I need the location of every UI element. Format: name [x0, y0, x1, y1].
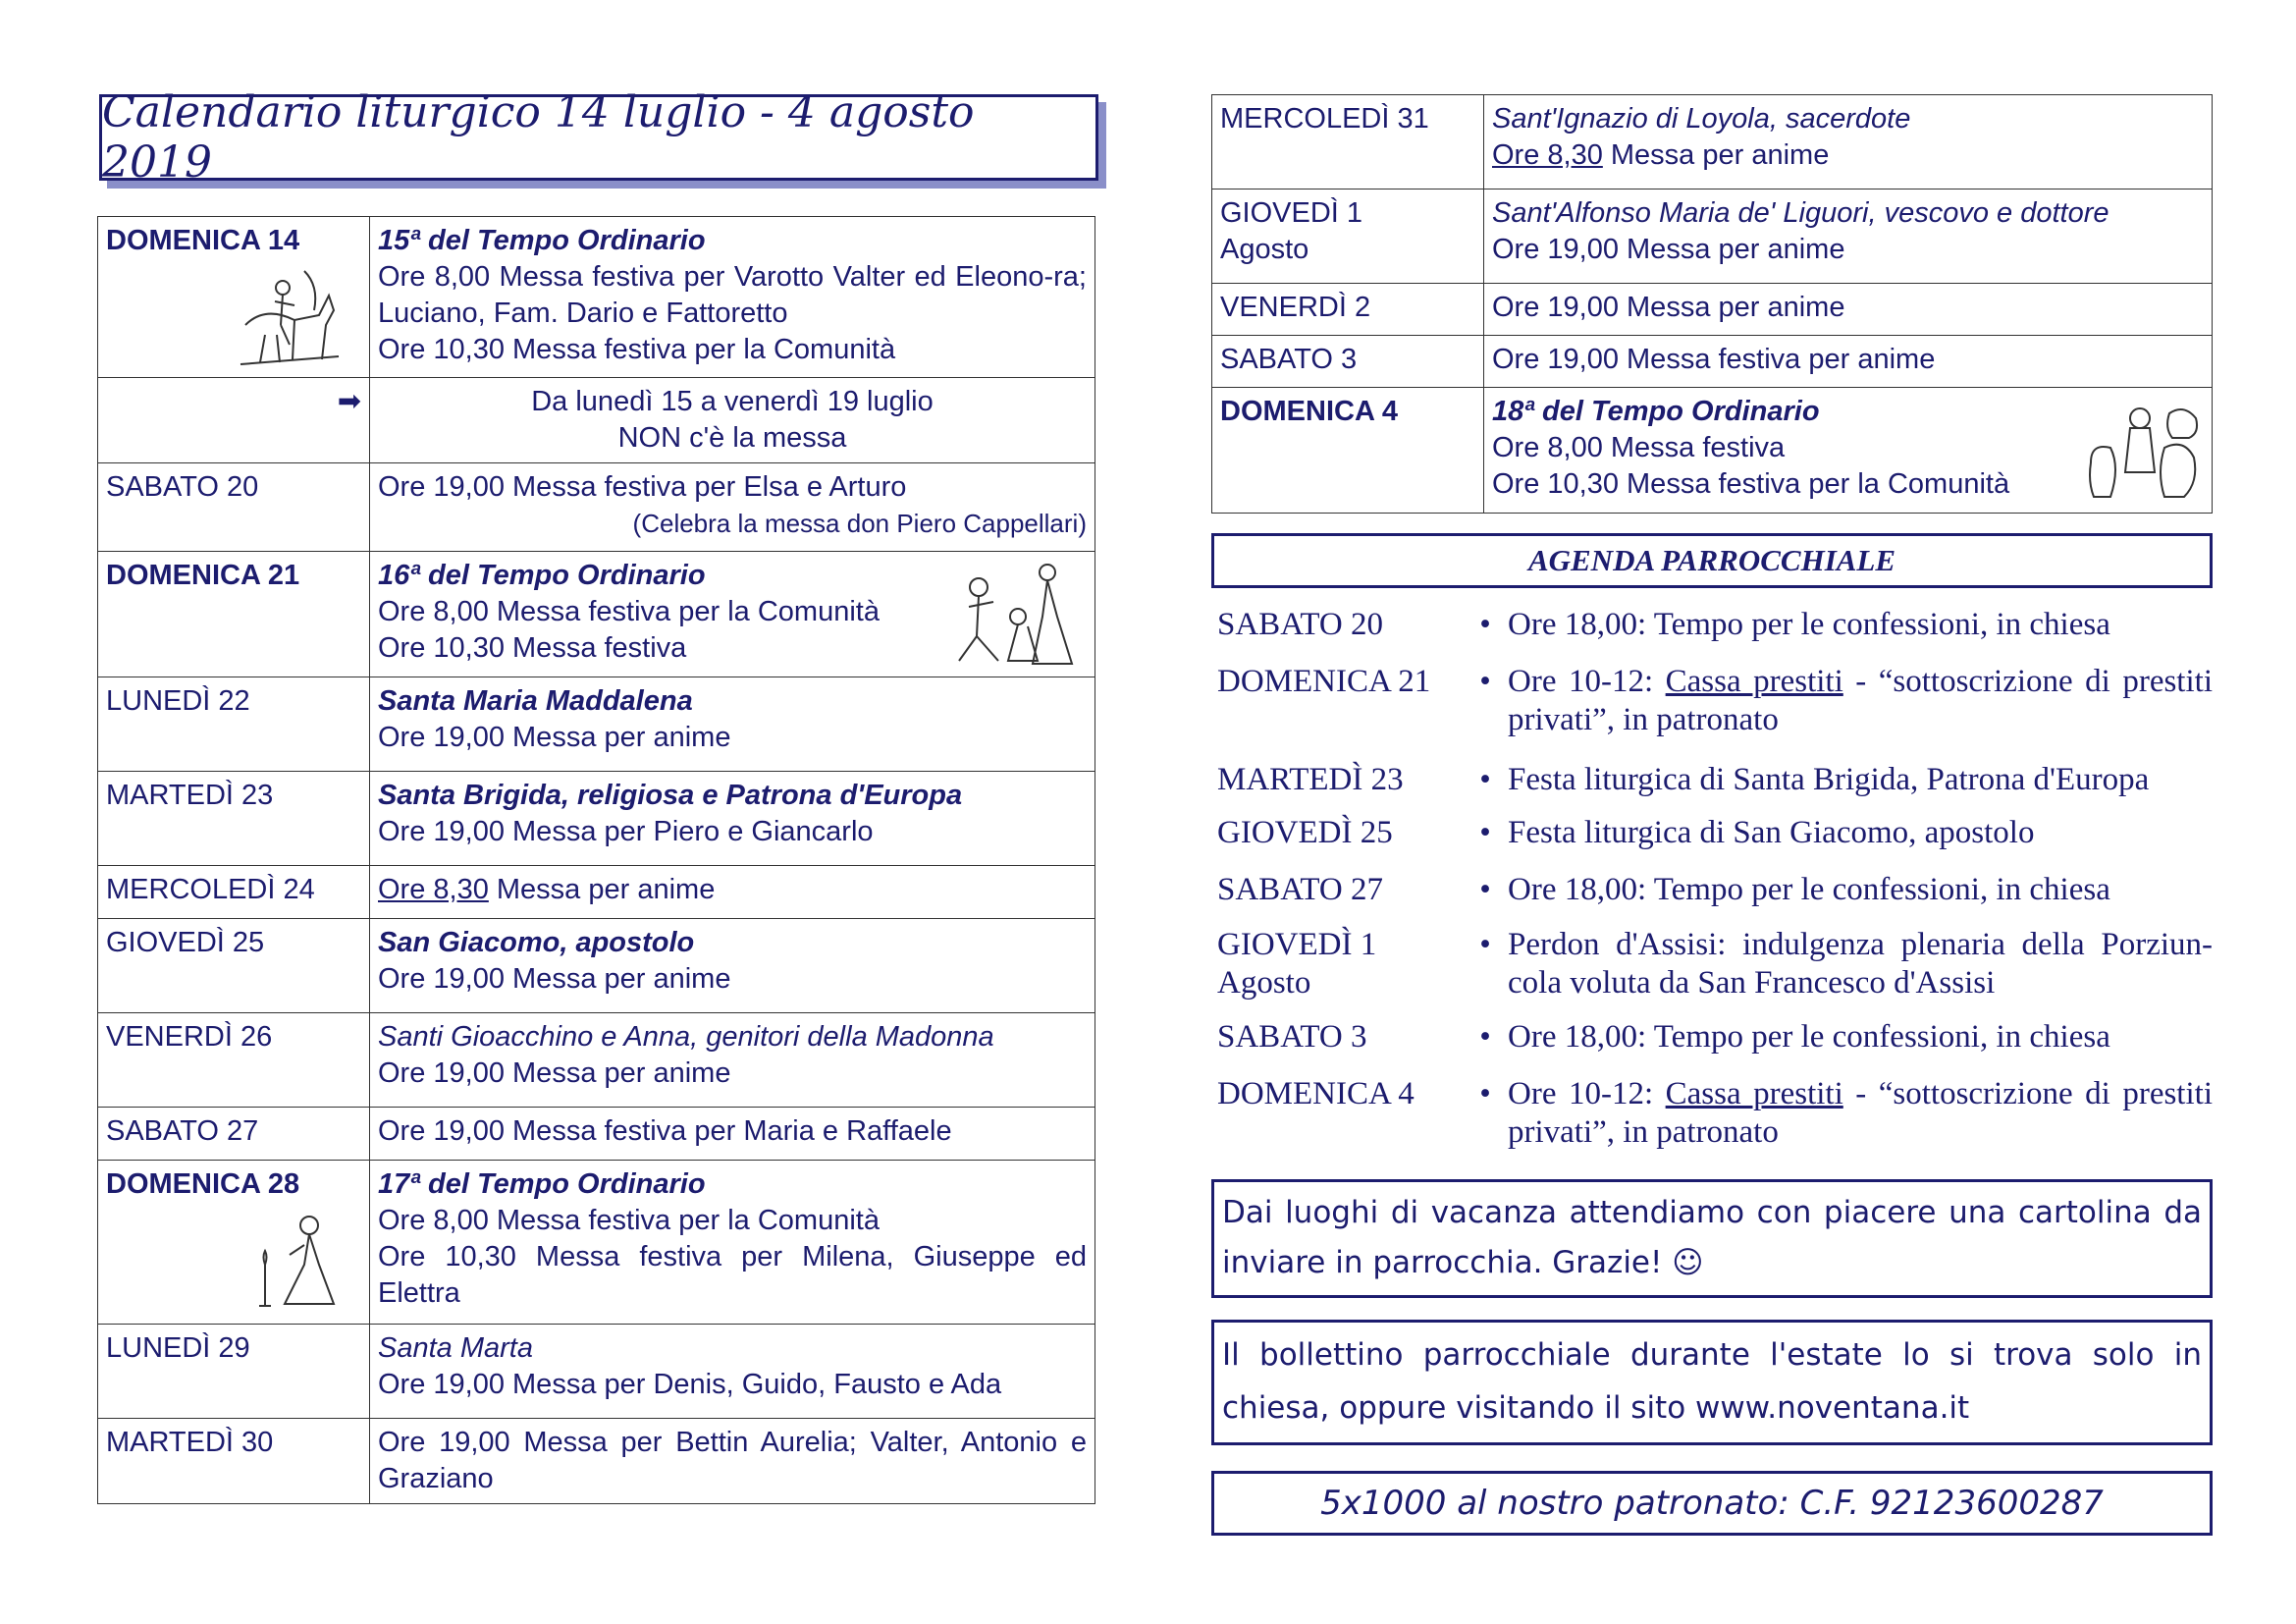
bullet-icon: •: [1479, 762, 1491, 797]
bullet-icon: •: [1479, 927, 1491, 962]
mass-line: Ore 8,00 Messa festiva per Varotto Valter ed Eleono-ra; Luciano, Fam. Dario e Fattoretto: [378, 261, 1087, 329]
agenda-text: - “sottoscrizione di prestiti privati”, in patronato: [1508, 1076, 2213, 1150]
table-row: [98, 378, 1095, 463]
day-label: LUNEDÌ 22: [106, 685, 250, 717]
agenda-item: [1211, 871, 2213, 926]
table-row: [1212, 388, 2213, 514]
day-label: DOMENICA 14: [106, 225, 300, 256]
bullet-icon: •: [1479, 1019, 1491, 1055]
table-row: [98, 1325, 1095, 1419]
agenda-item: [1211, 1018, 2213, 1075]
mass-line: Ore 19,00 Messa festiva per Elsa e Arturo: [378, 471, 907, 503]
celebration-title: Santi Gioacchino e Anna, genitori della Madonna: [378, 1021, 994, 1053]
agenda-list: [1211, 606, 2213, 1164]
day-label: SABATO 3: [1220, 344, 1358, 375]
celebration-title: San Giacomo, apostolo: [378, 927, 695, 958]
agenda-day: DOMENICA 4: [1217, 1076, 1415, 1111]
agenda-item: [1211, 814, 2213, 871]
notice-line: Da lunedì 15 a venerdì 19 luglio: [531, 386, 934, 417]
table-row: [98, 217, 1095, 378]
celebration-title: Santa Maria Maddalena: [378, 685, 693, 717]
calendar-table-left: [97, 216, 1095, 1504]
celebration-title: Santa Marta: [378, 1332, 533, 1364]
agenda-day: SABATO 20: [1217, 607, 1384, 642]
agenda-item: [1211, 663, 2213, 761]
mass-line: Ore 8,00 Messa festiva per la Comunità: [378, 1205, 880, 1236]
agenda-day: MARTEDÌ 23: [1217, 762, 1404, 797]
table-row: [98, 1161, 1095, 1325]
mass-line: Ore 10,30 Messa festiva: [378, 632, 687, 664]
agenda-text: Ore 10-12:: [1508, 664, 1666, 699]
agenda-day-month: Agosto: [1217, 965, 1311, 1001]
bullet-icon: •: [1479, 607, 1491, 642]
agenda-text: Ore 18,00: Tempo per le confessioni, in chiesa: [1508, 607, 2110, 642]
day-label: GIOVEDÌ 25: [106, 927, 265, 958]
left-column: [97, 87, 1095, 1504]
table-row: [98, 463, 1095, 552]
table-row: [1212, 95, 2213, 189]
table-row: [98, 866, 1095, 919]
celebration-title: Sant'Ignazio di Loyola, sacerdote: [1492, 103, 1911, 135]
table-row: [98, 1108, 1095, 1161]
agenda-text: Ore 18,00: Tempo per le confessioni, in chiesa: [1508, 872, 2110, 907]
bullet-icon: •: [1479, 815, 1491, 850]
agenda-day: SABATO 3: [1217, 1019, 1367, 1055]
cassa-prestiti-label: Cassa prestiti: [1665, 1076, 1843, 1111]
mass-line: Ore 8,00 Messa festiva per la Comunità: [378, 596, 880, 627]
jesus-martha-mary-icon: [949, 558, 1087, 668]
day-label: DOMENICA 4: [1220, 396, 1398, 427]
celebration-title: 15ª del Tempo Ordinario: [378, 225, 706, 256]
postcard-text: Dai luoghi di vacanza attendiamo con piacere una cartolina da inviare in parrocchia. Grazie! ☺: [1222, 1195, 2202, 1280]
mass-line: Ore 19,00 Messa per anime: [1492, 234, 1845, 265]
table-row: [1212, 336, 2213, 388]
agenda-item: [1211, 606, 2213, 650]
day-label: DOMENICA 28: [106, 1168, 300, 1200]
agenda-text: Ore 18,00: Tempo per le confessioni, in chiesa: [1508, 1019, 2110, 1055]
mass-line: Ore 8,00 Messa festiva: [1492, 432, 1786, 463]
agenda-item: [1211, 926, 2213, 1018]
mass-line: Ore 19,00 Messa festiva per Maria e Raffaele: [378, 1115, 952, 1147]
agenda-day: GIOVEDÌ 25: [1217, 815, 1393, 850]
bulletin-text: Il bollettino parrocchiale durante l'estate lo si trova solo in chiesa, oppure visitando il sito www.noventana.it: [1222, 1337, 2202, 1426]
agenda-day: SABATO 27: [1217, 872, 1384, 907]
day-label: MERCOLEDÌ 31: [1220, 103, 1429, 135]
celebration-title: Santa Brigida, religiosa e Patrona d'Europa: [378, 780, 963, 811]
table-row: [98, 552, 1095, 677]
agenda-text: Perdon d'Assisi: indulgenza plenaria della Porziun-cola voluta da San Francesco d'Assisi: [1508, 927, 2213, 1001]
mass-line: Ore 19,00 Messa per anime: [1492, 292, 1845, 323]
day-label: SABATO 20: [106, 471, 259, 503]
day-label: GIOVEDÌ 1: [1220, 197, 1363, 229]
day-label: MARTEDÌ 30: [106, 1427, 274, 1458]
day-label: VENERDÌ 26: [106, 1021, 273, 1053]
bullet-icon: •: [1479, 664, 1491, 699]
mass-line: Ore 19,00 Messa per Denis, Guido, Fausto e Ada: [378, 1369, 1002, 1400]
mass-line: Ore 19,00 Messa per anime: [378, 722, 731, 753]
table-row: [1212, 284, 2213, 336]
agenda-header: [1211, 533, 2213, 588]
table-row: [98, 1013, 1095, 1108]
palm-sunday-icon: [236, 266, 344, 369]
mass-line: Ore 10,30 Messa festiva per Milena, Giuseppe ed Elettra: [378, 1241, 1087, 1309]
mass-line: Ore 19,00 Messa per anime: [378, 963, 731, 995]
right-column: [1211, 94, 2213, 1536]
mass-line: Ore 10,30 Messa festiva per la Comunità: [378, 334, 896, 365]
table-row: [98, 919, 1095, 1013]
day-label: DOMENICA 21: [106, 560, 300, 591]
mass-line: Ore 19,00 Messa per Bettin Aurelia; Valter, Antonio e Graziano: [378, 1427, 1087, 1494]
celebration-title: 17ª del Tempo Ordinario: [378, 1168, 706, 1200]
mass-line: Ore 19,00 Messa per anime: [378, 1057, 731, 1089]
celebration-title: Sant'Alfonso Maria de' Liguori, vescovo e dottore: [1492, 197, 2109, 229]
table-row: [98, 1419, 1095, 1504]
mass-line: Ore 19,00 Messa per Piero e Giancarlo: [378, 816, 874, 847]
day-label: MERCOLEDÌ 24: [106, 874, 315, 905]
agenda-title: AGENDA PARROCCHIALE: [1527, 543, 1896, 577]
calendar-title-box: [99, 87, 1098, 188]
day-label: VENERDÌ 2: [1220, 292, 1371, 323]
cassa-prestiti-label: Cassa prestiti: [1665, 664, 1843, 699]
agenda-item: [1211, 1075, 2213, 1164]
day-label: SABATO 27: [106, 1115, 259, 1147]
table-row: [98, 677, 1095, 772]
arrow-icon: ➡: [337, 386, 361, 417]
table-row: [1212, 189, 2213, 284]
mass-time: Ore 8,30: [1492, 139, 1603, 171]
day-label-month: Agosto: [1220, 234, 1309, 265]
agenda-day: DOMENICA 21: [1217, 664, 1431, 699]
agenda-item: [1211, 761, 2213, 814]
mass-line: Messa per anime: [1602, 139, 1830, 171]
mass-line: Messa per anime: [488, 874, 716, 905]
table-row: [98, 772, 1095, 866]
day-label: MARTEDÌ 23: [106, 780, 274, 811]
bullet-icon: •: [1479, 872, 1491, 907]
day-label: LUNEDÌ 29: [106, 1332, 250, 1364]
notice-line: NON c'è la messa: [617, 422, 847, 454]
agenda-text: - “sottoscrizione di prestiti privati”, in patronato: [1508, 664, 2213, 737]
cf-text: 5x1000 al nostro patronato: C.F. 92123600287: [1320, 1484, 2104, 1523]
celebrant-note: (Celebra la messa don Piero Cappellari): [632, 509, 1087, 538]
postcard-note: [1211, 1179, 2213, 1298]
agenda-text: Festa liturgica di San Giacomo, apostolo: [1508, 815, 2035, 850]
agenda-text: Ore 10-12:: [1508, 1076, 1666, 1111]
mass-time: Ore 8,30: [378, 874, 489, 905]
mass-line: Ore 19,00 Messa festiva per anime: [1492, 344, 1936, 375]
rich-man-barns-icon: [2086, 394, 2204, 504]
bullet-icon: •: [1479, 1076, 1491, 1111]
cf-box: [1211, 1471, 2213, 1536]
mass-line: Ore 10,30 Messa festiva per la Comunità: [1492, 468, 2010, 500]
calendar-title: Calendario liturgico 14 luglio - 4 agosto 2019: [102, 87, 975, 188]
calendar-table-right: [1211, 94, 2213, 514]
praying-figure-icon: [255, 1206, 344, 1314]
celebration-title: 18ª del Tempo Ordinario: [1492, 396, 1820, 427]
agenda-text: Festa liturgica di Santa Brigida, Patrona d'Europa: [1508, 762, 2150, 797]
agenda-day: GIOVEDÌ 1: [1217, 927, 1377, 962]
bulletin-note: [1211, 1320, 2213, 1445]
celebration-title: 16ª del Tempo Ordinario: [378, 560, 706, 591]
